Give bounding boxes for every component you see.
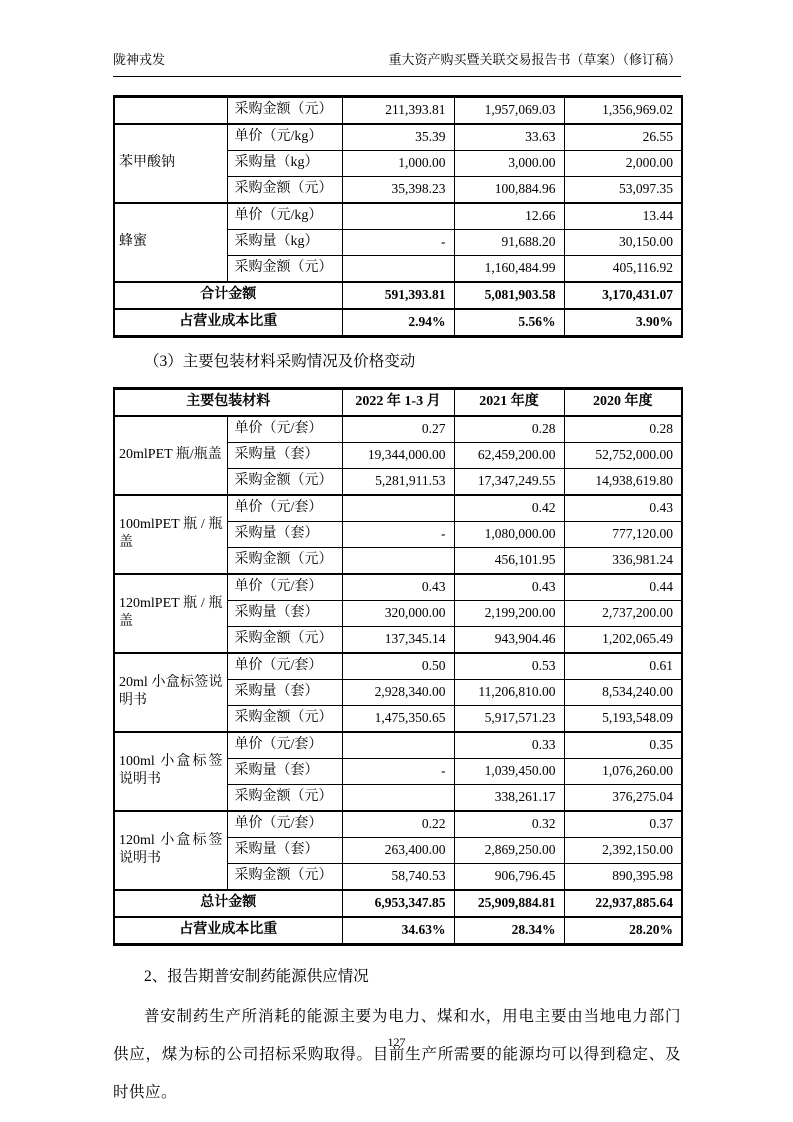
value-cell: 14,938,619.80 xyxy=(564,468,682,495)
value-cell: 1,957,069.03 xyxy=(454,96,564,124)
value-cell xyxy=(342,495,454,522)
value-cell: 943,904.46 xyxy=(454,626,564,653)
value-cell xyxy=(342,203,454,230)
metric-label-cell: 单价（元/套） xyxy=(227,574,342,601)
value-cell: 376,275.04 xyxy=(564,784,682,811)
header-report-title: 重大资产购买暨关联交易报告书（草案）（修订稿） xyxy=(388,52,681,67)
value-cell: 0.33 xyxy=(454,732,564,759)
value-cell: 0.44 xyxy=(564,574,682,601)
value-cell: 890,395.98 xyxy=(564,863,682,890)
value-cell: 2.94% xyxy=(342,309,454,337)
value-cell: 91,688.20 xyxy=(454,229,564,255)
metric-label-cell: 采购量（kg） xyxy=(227,150,342,176)
value-cell: 405,116.92 xyxy=(564,255,682,282)
metric-label-cell: 采购量（套） xyxy=(227,679,342,705)
value-cell: 5,917,571.23 xyxy=(454,705,564,732)
metric-label-cell: 采购金额（元） xyxy=(227,468,342,495)
metric-label-cell: 采购量（套） xyxy=(227,758,342,784)
table-row xyxy=(114,96,682,124)
material-cell: 100ml 小盒标签说明书 xyxy=(114,732,227,811)
value-cell: 3.90% xyxy=(564,309,682,337)
header-company-name: 陇神戎发 xyxy=(113,52,166,67)
value-cell: - xyxy=(342,521,454,547)
value-cell: 17,347,249.55 xyxy=(454,468,564,495)
metric-label-cell: 单价（元/套） xyxy=(227,653,342,680)
value-cell: 5,281,911.53 xyxy=(342,468,454,495)
value-cell: 1,202,065.49 xyxy=(564,626,682,653)
value-cell: 1,160,484.99 xyxy=(454,255,564,282)
summary-row xyxy=(114,890,682,917)
value-cell: 1,475,350.65 xyxy=(342,705,454,732)
header-cell: 2021 年度 xyxy=(454,388,564,416)
value-cell: 0.53 xyxy=(454,653,564,680)
value-cell: 5,081,903.58 xyxy=(454,282,564,309)
material-cell: 20mlPET 瓶/瓶盖 xyxy=(114,416,227,495)
value-cell: 5.56% xyxy=(454,309,564,337)
metric-label-cell: 采购金额（元） xyxy=(227,547,342,574)
summary-label-cell: 占营业成本比重 xyxy=(114,917,342,945)
value-cell: 2,737,200.00 xyxy=(564,600,682,626)
value-cell: 30,150.00 xyxy=(564,229,682,255)
material-cell: 苯甲酸钠 xyxy=(114,124,227,203)
numbered-heading: 2、报告期普安制药能源供应情况 xyxy=(144,967,369,985)
value-cell: 0.43 xyxy=(564,495,682,522)
value-cell: 6,953,347.85 xyxy=(342,890,454,917)
table-row xyxy=(114,574,682,601)
value-cell: 26.55 xyxy=(564,124,682,151)
value-cell: 906,796.45 xyxy=(454,863,564,890)
value-cell: 591,393.81 xyxy=(342,282,454,309)
value-cell: 1,080,000.00 xyxy=(454,521,564,547)
summary-label-cell: 总计金额 xyxy=(114,890,342,917)
value-cell: 263,400.00 xyxy=(342,837,454,863)
material-cell: 蜂蜜 xyxy=(114,203,227,282)
value-cell: 100,884.96 xyxy=(454,176,564,203)
value-cell: 2,199,200.00 xyxy=(454,600,564,626)
value-cell xyxy=(342,784,454,811)
value-cell: 0.50 xyxy=(342,653,454,680)
value-cell: 62,459,200.00 xyxy=(454,442,564,468)
value-cell: 0.37 xyxy=(564,811,682,838)
value-cell: 0.32 xyxy=(454,811,564,838)
metric-label-cell: 单价（元/套） xyxy=(227,732,342,759)
table-row xyxy=(114,124,682,151)
value-cell: 0.27 xyxy=(342,416,454,443)
header-cell: 2020 年度 xyxy=(564,388,682,416)
material-cell: 100mlPET 瓶 / 瓶盖 xyxy=(114,495,227,574)
summary-label-cell: 合计金额 xyxy=(114,282,342,309)
value-cell: 338,261.17 xyxy=(454,784,564,811)
value-cell: 2,392,150.00 xyxy=(564,837,682,863)
value-cell: 22,937,885.64 xyxy=(564,890,682,917)
value-cell: 0.61 xyxy=(564,653,682,680)
value-cell: 2,928,340.00 xyxy=(342,679,454,705)
material-cell: 20ml 小盒标签说明书 xyxy=(114,653,227,732)
value-cell: 0.43 xyxy=(342,574,454,601)
value-cell: 1,039,450.00 xyxy=(454,758,564,784)
metric-label-cell: 单价（元/kg） xyxy=(227,124,342,151)
value-cell: 1,356,969.02 xyxy=(564,96,682,124)
material-cell xyxy=(114,96,227,124)
metric-label-cell: 单价（元/kg） xyxy=(227,203,342,230)
metric-label-cell: 采购金额（元） xyxy=(227,705,342,732)
value-cell: 12.66 xyxy=(454,203,564,230)
value-cell: 13.44 xyxy=(564,203,682,230)
table-row xyxy=(114,416,682,443)
value-cell: 0.43 xyxy=(454,574,564,601)
metric-label-cell: 采购量（套） xyxy=(227,837,342,863)
value-cell: 35.39 xyxy=(342,124,454,151)
metric-label-cell: 采购金额（元） xyxy=(227,255,342,282)
packaging-material-purchase-table xyxy=(113,387,683,946)
table-row xyxy=(114,732,682,759)
metric-label-cell: 采购金额（元） xyxy=(227,863,342,890)
metric-label-cell: 采购金额（元） xyxy=(227,96,342,124)
value-cell: 211,393.81 xyxy=(342,96,454,124)
value-cell: - xyxy=(342,229,454,255)
metric-label-cell: 单价（元/套） xyxy=(227,811,342,838)
value-cell xyxy=(342,255,454,282)
metric-label-cell: 采购量（套） xyxy=(227,442,342,468)
value-cell: 1,076,260.00 xyxy=(564,758,682,784)
summary-row xyxy=(114,917,682,945)
value-cell: 0.42 xyxy=(454,495,564,522)
value-cell: 8,534,240.00 xyxy=(564,679,682,705)
table-row xyxy=(114,495,682,522)
value-cell: 35,398.23 xyxy=(342,176,454,203)
table-header-row xyxy=(114,388,682,416)
table-row xyxy=(114,653,682,680)
page-header xyxy=(113,52,681,77)
header-cell: 主要包装材料 xyxy=(114,388,342,416)
metric-label-cell: 单价（元/套） xyxy=(227,495,342,522)
value-cell: 28.20% xyxy=(564,917,682,945)
value-cell: - xyxy=(342,758,454,784)
value-cell: 3,170,431.07 xyxy=(564,282,682,309)
header-cell: 2022 年 1-3 月 xyxy=(342,388,454,416)
value-cell: 0.35 xyxy=(564,732,682,759)
value-cell xyxy=(342,732,454,759)
value-cell: 5,193,548.09 xyxy=(564,705,682,732)
value-cell: 2,869,250.00 xyxy=(454,837,564,863)
metric-label-cell: 采购量（套） xyxy=(227,521,342,547)
value-cell: 336,981.24 xyxy=(564,547,682,574)
page-number: 127 xyxy=(387,1035,406,1049)
value-cell: 33.63 xyxy=(454,124,564,151)
table-row xyxy=(114,203,682,230)
value-cell: 25,909,884.81 xyxy=(454,890,564,917)
value-cell: 34.63% xyxy=(342,917,454,945)
material-cell: 120ml 小盒标签说明书 xyxy=(114,811,227,890)
summary-row xyxy=(114,282,682,309)
value-cell: 1,000.00 xyxy=(342,150,454,176)
metric-label-cell: 采购量（套） xyxy=(227,600,342,626)
value-cell: 0.22 xyxy=(342,811,454,838)
value-cell: 58,740.53 xyxy=(342,863,454,890)
body-paragraph: 普安制药生产所消耗的能源主要为电力、煤和水，用电主要由当地电力部门供应，煤为标的公司招标采购取得。目前生产所需要的能源均可以得到稳定、及时供应。 xyxy=(113,1007,681,1101)
metric-label-cell: 采购金额（元） xyxy=(227,626,342,653)
value-cell: 456,101.95 xyxy=(454,547,564,574)
value-cell: 777,120.00 xyxy=(564,521,682,547)
value-cell: 28.34% xyxy=(454,917,564,945)
value-cell xyxy=(342,547,454,574)
value-cell: 19,344,000.00 xyxy=(342,442,454,468)
value-cell: 0.28 xyxy=(454,416,564,443)
metric-label-cell: 采购量（kg） xyxy=(227,229,342,255)
value-cell: 137,345.14 xyxy=(342,626,454,653)
value-cell: 320,000.00 xyxy=(342,600,454,626)
value-cell: 2,000.00 xyxy=(564,150,682,176)
value-cell: 53,097.35 xyxy=(564,176,682,203)
metric-label-cell: 采购金额（元） xyxy=(227,784,342,811)
value-cell: 0.28 xyxy=(564,416,682,443)
metric-label-cell: 采购金额（元） xyxy=(227,176,342,203)
summary-label-cell: 占营业成本比重 xyxy=(114,309,342,337)
raw-material-purchase-table xyxy=(113,95,683,338)
table-row xyxy=(114,811,682,838)
metric-label-cell: 单价（元/套） xyxy=(227,416,342,443)
value-cell: 52,752,000.00 xyxy=(564,442,682,468)
summary-row xyxy=(114,309,682,337)
value-cell: 11,206,810.00 xyxy=(454,679,564,705)
value-cell: 3,000.00 xyxy=(454,150,564,176)
section-heading: （3）主要包装材料采购情况及价格变动 xyxy=(144,352,416,370)
material-cell: 120mlPET 瓶 / 瓶盖 xyxy=(114,574,227,653)
